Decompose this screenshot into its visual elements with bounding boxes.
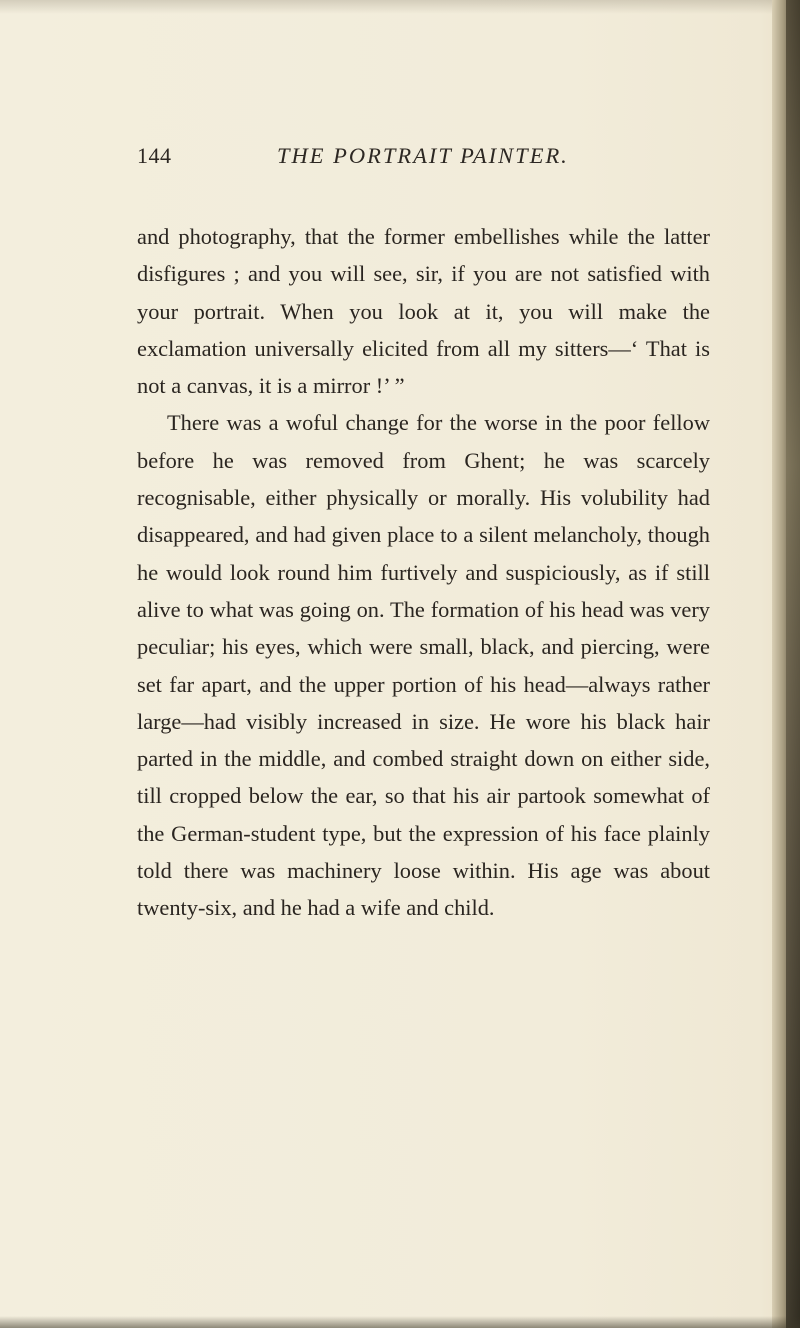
paragraph: There was a woful change for the worse in the poor fellow before he was removed from Ghent; he was scarcely recognisable, either physically or morally. His volubility had disappeared, and had given place to a silent melancholy, though he would look round him furtively and suspiciously, as if still alive to what was going on. The formation of his head was very peculiar; his eyes, which were small, black, and piercing, were set far apart, and the upper portion of his head—always rather large—had visibly increased in size. He wore his black hair parted in the middle, and combed straight down on either side, till cropped below the ear, so that his air partook somewhat of the German-student type, but the expression of his face plainly told there was machinery loose within. His age was about twenty-six, and he had a wife and child.	[137, 410, 710, 921]
page-number: 144	[137, 143, 172, 168]
paragraph: and photography, that the former embellishes while the latter disfigures ; and you will see, sir, if you are not satisfied with your portrait. When you look at it, you will make the exclamation universally elicited from all my sitters—‘ That is not a canvas, it is a mirror !’ ”	[137, 224, 710, 399]
page-top-shadow	[0, 0, 800, 14]
page-header	[137, 143, 707, 179]
book-binding-shadow	[786, 0, 800, 1328]
page-bottom-shadow	[0, 1316, 800, 1328]
body-text	[137, 218, 710, 927]
running-title: THE PORTRAIT PAINTER.	[277, 143, 569, 168]
